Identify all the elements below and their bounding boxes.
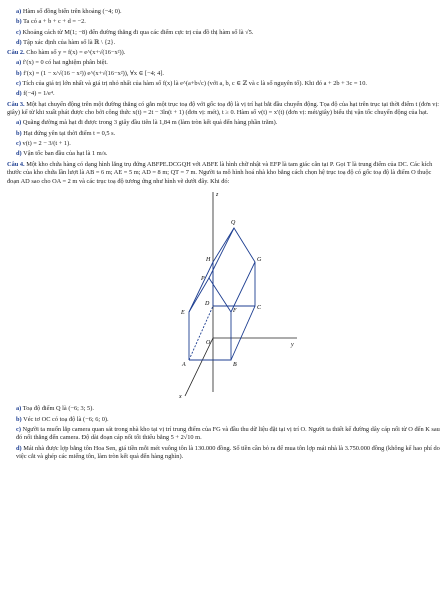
document-page xyxy=(7,8,440,464)
edge-bc xyxy=(231,306,255,360)
q3-item-d: d) Vận tốc ban đầu của hạt là 1 m/s. xyxy=(16,150,108,158)
q4-item-c: c) Người ta muốn lắp camera quan sát trong nhà kho tại vị trí trung điểm của FG và đầu thu dữ liệu đặt tại vị trí O. Người ta thiết kế đường dây cáp nối từ O đến K sau đó nối thẳng đến camera. Độ dài đoạn cáp nối tối thiểu bằng 5 + 2√10 m. xyxy=(16,425,440,442)
label-h: H xyxy=(206,257,211,264)
edge-eh xyxy=(189,262,213,312)
label-y: y xyxy=(291,342,294,349)
q4-item-b: b) Véc tơ OC có toạ độ là (−6; 6; 0). xyxy=(16,415,109,423)
q4-item-d: d) Mái nhà được lợp bằng tôn Hoa Sen, giá tiền mỗi mét vuông tôn là 130.000 đồng. Số tiền cần bỏ ra để mua tôn lợp mái nhà là 3.750.000 đồng (không kể hao phí do việc cắt và ghép các miếng tôn, làm tròn kết quả đến hàng nghìn). xyxy=(16,444,440,461)
label-p: P xyxy=(201,276,205,283)
q2-item-d: d) f(−4) = 1/e⁴. xyxy=(16,90,55,98)
q2-item-a: a) f′(x) = 0 có hai nghiệm phân biệt. xyxy=(16,59,108,67)
q3-item-a: a) Quãng đường mà hạt đi được trong 3 giây đầu tiên là 1,84 m (làm tròn kết quả đến hàng phần trăm). xyxy=(16,119,278,127)
warehouse-figure xyxy=(7,188,440,402)
label-x: x xyxy=(179,394,182,401)
q2-item-b: b) f′(x) = (1 − x/√(16 − x²)) e^(x+√(16−x²)), ∀x ∈ [−4; 4]. xyxy=(16,69,165,77)
q1-item-a: a) Hàm số đồng biến trên khoảng (−4; 0). xyxy=(16,8,122,15)
label-c: C xyxy=(257,305,262,312)
edge-fg xyxy=(231,262,255,315)
q4-item-a: a) Toạ độ điểm Q là (−6; 3; 5). xyxy=(16,405,94,413)
q2-item-c: c) Tích của giá trị lớn nhất và giá trị nhỏ nhất của hàm số f(x) là e^(a+b√c) (với a, b, c ∈ ℤ và c là số nguyên tố). Khi đó a + 2b + 3c = 10. xyxy=(16,79,367,87)
edge-ad xyxy=(189,306,213,360)
q1-item-b: b) Ta có a + b + c + d = −2. xyxy=(16,18,86,26)
q4-stem: Câu 4. Một kho chứa hàng có dạng hình lăng trụ đứng ABFPE.DCGQH với ABFE là hình chữ nhật và EFP là tam giác cân tại P. Gọi T là trung điểm của DC. Các kích thước của kho chứa lần lượt là AB = 6 m; AE = 5 m; AD = 8 m; QT = 7 m. Người ta mô hình hoá nhà kho bằng cách chọn hệ trục toạ độ có gốc toạ độ là điểm O thuộc đoạn AD sao cho OA = 2 m và các trục toạ độ tương ứng như hình vẽ dưới đây. Khi đó: xyxy=(7,160,433,185)
q2-stem: Câu 2. Cho hàm số y = f(x) = e^(x+√(16−x²)). xyxy=(7,49,126,57)
q3-item-b: b) Hạt đứng yên tại thời điểm t = 0,5 s. xyxy=(16,129,116,137)
label-g: G xyxy=(257,257,262,264)
label-f: F xyxy=(233,308,237,315)
q1-item-d: d) Tập xác định của hàm số là ℝ \ {2}. xyxy=(16,38,116,46)
q1-item-c: c) Khoảng cách từ M(1; −8) đến đường thẳng đi qua các điểm cực trị của đồ thị hàm số là √5. xyxy=(16,28,254,36)
label-e: E xyxy=(181,310,185,317)
label-z: z xyxy=(216,192,219,199)
label-b: B xyxy=(233,362,237,369)
q3-item-c: c) v(t) = 2 − 3/(t + 1). xyxy=(16,139,71,147)
label-d: D xyxy=(205,301,210,308)
q3-stem: Câu 3. Một hạt chuyển động trên một đường thẳng có gắn một trục toạ độ với gốc toạ độ là vị trí hạt bắt đầu chuyển động. Tọa độ của hạt trên trục tại thời điểm t (đơn vị: giây) kể từ khi xuất phát được cho bởi công thức x(t) = 2t − 3ln(t + 1) (đơn vị: mét), t ≥ 0. Hàm số v(t) = x′(t) (đơn vị: mét/giây) biểu thị vận tốc chuyển động của hạt. xyxy=(7,100,439,117)
front-face xyxy=(189,278,231,360)
label-a: A xyxy=(182,362,186,369)
prism-diagram xyxy=(157,188,297,402)
label-q: Q xyxy=(231,220,236,227)
label-o: O xyxy=(206,340,211,347)
